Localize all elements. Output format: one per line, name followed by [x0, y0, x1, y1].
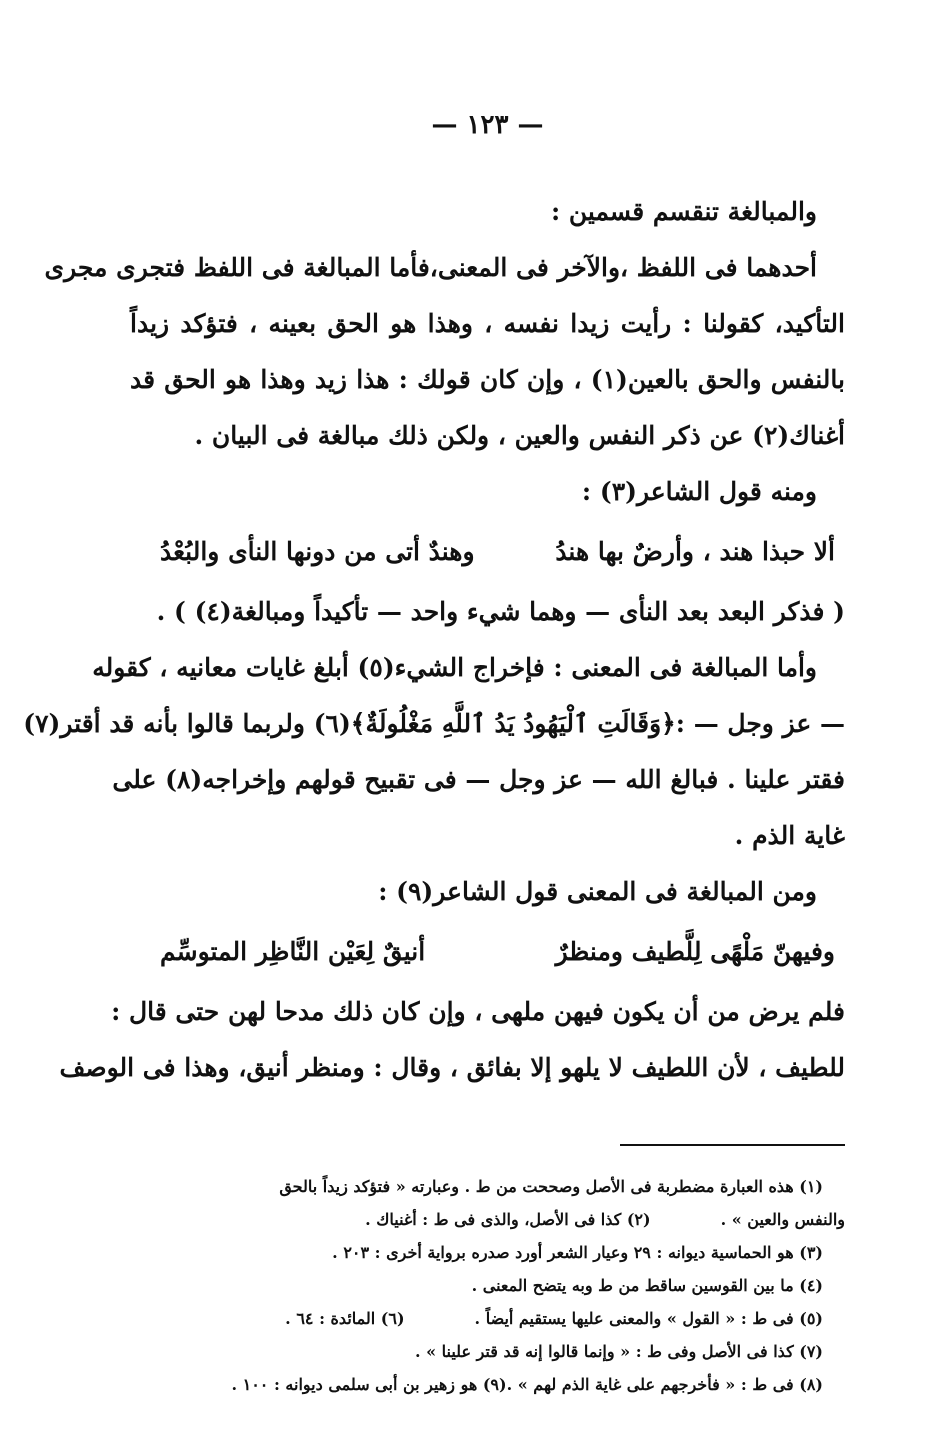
verse-2-first-hemistich: وفيهنّ مَلْهًى لِلَّطيف ومنظرٌ [555, 937, 835, 966]
text-line: أحدهما فى اللفظ ،والآخر فى المعنى،فأما المبالغة فى اللفظ فتجرى مجرى [44, 253, 817, 282]
text-line: ومنه قول الشاعر(٣) : [581, 477, 817, 506]
page-number: — ١٢٣ — [431, 110, 544, 140]
verse-1 [130, 520, 845, 584]
verse-2 [130, 920, 845, 984]
footnote: (٦) المائدة : ٦٤ . [285, 1309, 405, 1328]
footnote-pair [130, 1203, 845, 1236]
text-line: أغناك(٢) عن ذكر النفس والعين ، ولكن ذلك مبالغة فى البيان . [194, 421, 845, 450]
text-line: فلم يرض من أن يكون فيهن ملهى ، وإن كان ذلك مدحا لهن حتى قال : [111, 997, 845, 1026]
text-line: فقتر علينا . فبالغ الله — عز وجل — فى تقبيح قولهم وإخراجه(٨) على [112, 765, 845, 794]
text-line: ومن المبالغة فى المعنى قول الشاعر(٩) : [378, 877, 817, 906]
verse-2-second-hemistich: أنيقٌ لِعَيْن النَّاظِر المتوسِّم [160, 937, 426, 966]
footnote: (٨) فى ط : « فأخرجهم على غاية الذم لهم » .(٩) هو زهير بن أبى سلمى ديوانه : ١٠٠ . [231, 1375, 823, 1394]
text-line: والمبالغة تنقسم قسمين : [550, 197, 817, 226]
text-line: وأما المبالغة فى المعنى : فإخراج الشيء(٥) أبلغ غايات معانيه ، كقوله [92, 653, 817, 682]
text-line: للطيف ، لأن اللطيف لا يلهو إلا بفائق ، وقال : ومنظر أنيق، وهذا فى الوصف [59, 1053, 845, 1082]
text-line: بالنفس والحق بالعين(١) ، وإن كان قولك : هذا زيد وهذا هو الحق قد [130, 365, 845, 394]
footnote-pair [130, 1302, 845, 1335]
text-line: ( فذكر البعد بعد النأى — وهما شيء واحد — تأكيداً ومبالغة(٤) ) . [156, 597, 845, 626]
footnote: (٢) كذا فى الأصل، والذى فى ط : أغنياك . [365, 1210, 651, 1229]
text-line: غاية الذم . [734, 821, 845, 850]
footnote: والنفس والعين » . [720, 1210, 845, 1229]
footnote-separator [620, 1144, 845, 1146]
verse-1-second-hemistich: وهندٌ أتى من دونها النأى والبُعْدُ [160, 537, 475, 566]
text-line: — عز وجل — :﴿وَقَالَتِ ٱلْيَهُودُ يَدُ ٱللَّهِ مَغْلُولَةٌ﴾(٦) ولربما قالوا بأنه قد أقتر(٧) [23, 709, 845, 738]
footnote: (٧) كذا فى الأصل وفى ط : « وإنما قالوا إنه قد قتر علينا » . [414, 1342, 823, 1361]
text-line: التأكيد، كقولنا : رأيت زيدا نفسه ، وهذا هو الحق بعينه ، فتؤكد زيداً [130, 309, 845, 338]
footnote: (١) هذه العبارة مضطربة فى الأصل وصححت من ط . وعبارته « فتؤكد زيداً بالحق [279, 1177, 823, 1196]
footnote: (٥) فى ط : « القول » والمعنى عليها يستقيم أيضاً . [474, 1309, 823, 1328]
footnote: (٣) هو الحماسية ديوانه : ٢٩ وعيار الشعر أورد صدره برواية أخرى : ٢٠٣ . [332, 1243, 823, 1262]
footnote: (٤) ما بين القوسين ساقط من ط وبه يتضح المعنى . [471, 1276, 823, 1295]
verse-1-first-hemistich: ألا حبذا هند ، وأرضٌ بها هندُ [555, 537, 835, 566]
